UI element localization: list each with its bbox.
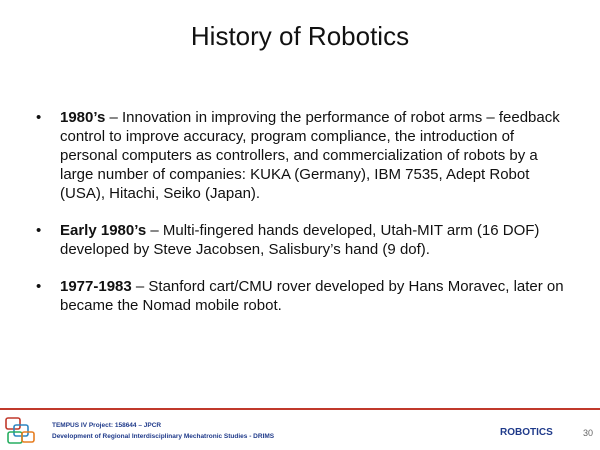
drims-logo-icon (4, 416, 38, 446)
footer-project-line: TEMPUS IV Project: 158644 – JPCR (52, 422, 162, 429)
page-number: 30 (583, 428, 594, 438)
bullet-heading: 1980’s (60, 109, 106, 126)
footer-topic: ROBOTICS (500, 427, 553, 438)
bullet-text: – Stanford cart/CMU rover developed by Hans Moravec, later on became the Nomad mobile robot. (60, 278, 564, 314)
footer-project-info (52, 420, 274, 442)
bullet-dot-icon: • (36, 278, 42, 295)
bullet-text: – Innovation in improving the performance of robot arms – feedback control to improve accuracy, program compliance, the introduction of personal computers as controllers, and commercialization of robots by a large number of companies: KUKA (Germany), IBM 7535, Adept Robot (USA), Hitachi, Seiko (Japan). (60, 109, 560, 202)
slide-title: History of Robotics (190, 21, 410, 51)
bullet-heading: Early 1980’s (60, 222, 147, 239)
bullet-dot-icon: • (36, 222, 42, 239)
bullet-item (36, 108, 566, 203)
bullet-heading: 1977-1983 (60, 278, 132, 295)
footer-program-line: Development of Regional Interdisciplinary Mechatronic Studies - DRIMS (52, 433, 275, 440)
bullet-dot-icon: • (36, 109, 42, 126)
bullet-text: – Multi-fingered hands developed, Utah-MIT arm (16 DOF) developed by Steve Jacobsen, Salisbury’s hand (9 dof). (60, 222, 540, 258)
bullet-item (36, 277, 566, 315)
footer-divider (0, 408, 600, 410)
bullet-list (36, 108, 566, 333)
bullet-item (36, 221, 566, 259)
